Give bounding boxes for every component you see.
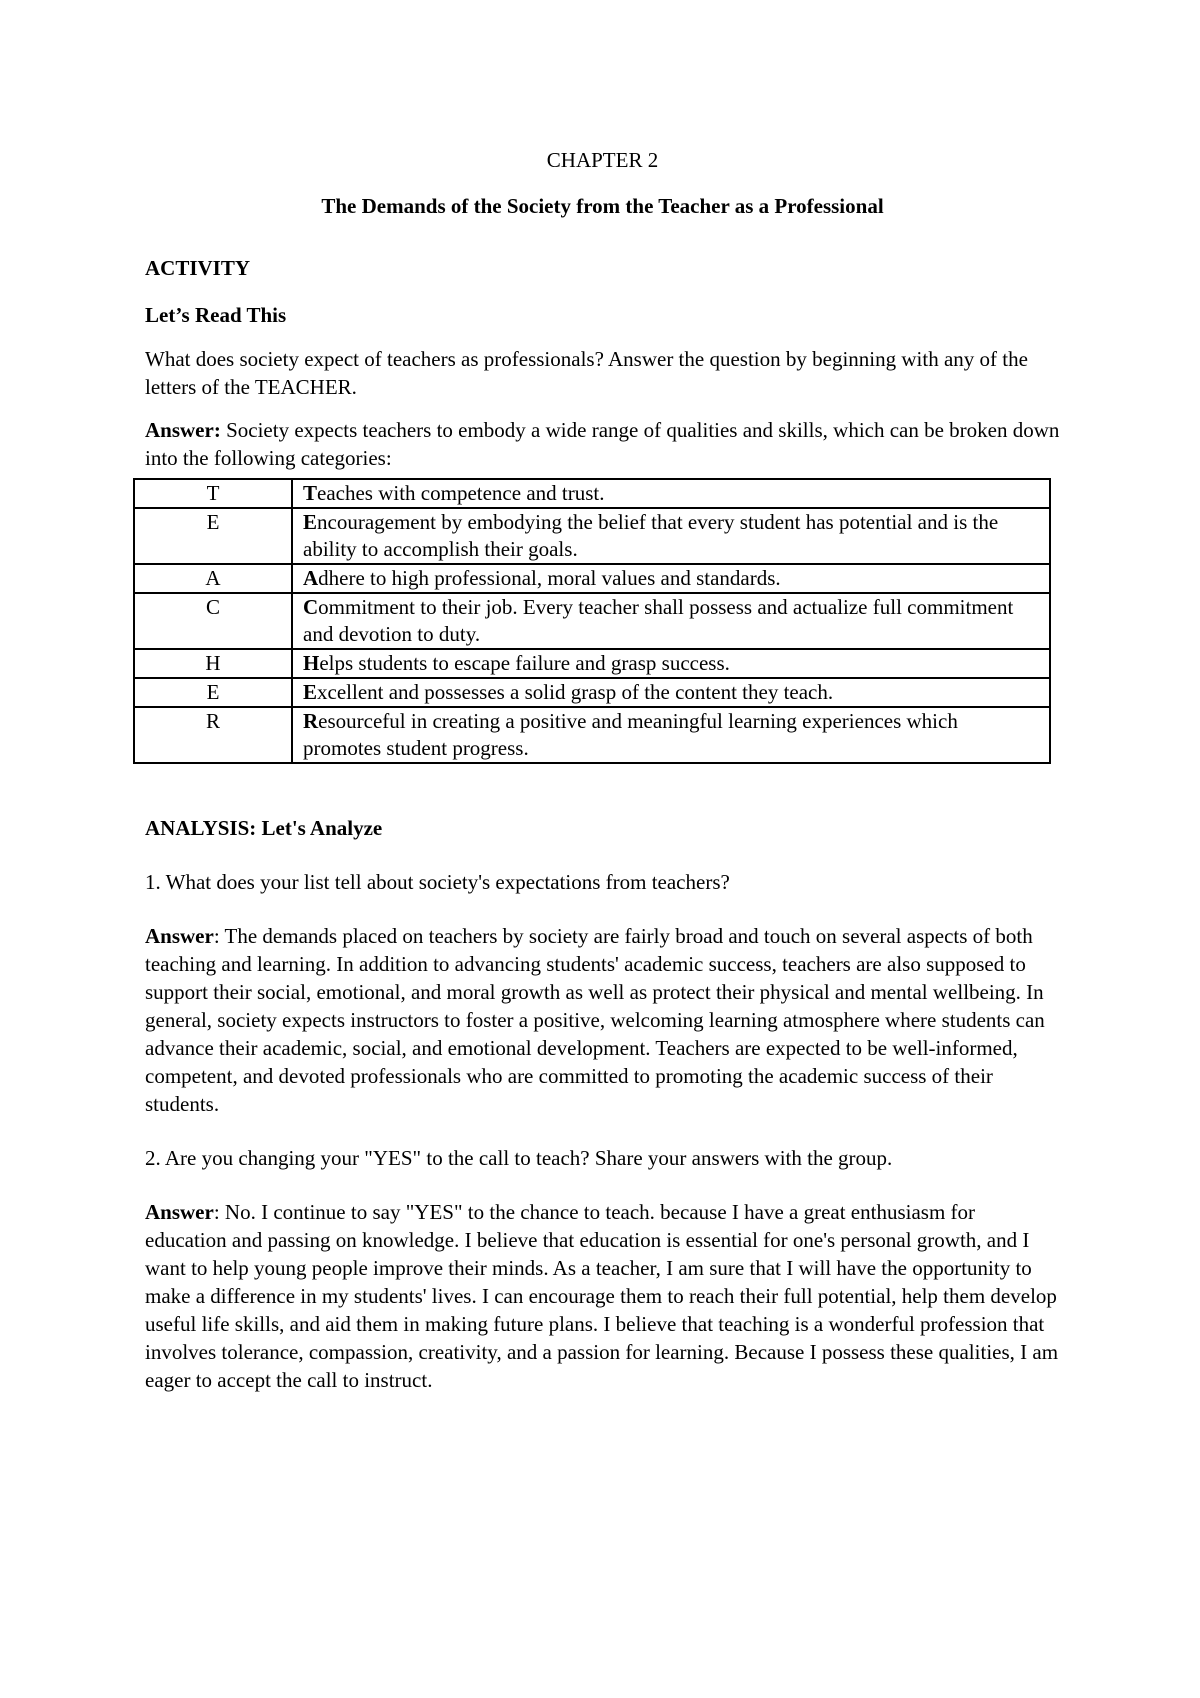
table-description — [292, 479, 1050, 508]
table-description — [292, 508, 1050, 564]
analysis-heading: ANALYSIS: Let's Analyze — [145, 816, 383, 840]
page-title: The Demands of the Society from the Teacher as a Professional — [321, 194, 884, 218]
table-description — [292, 564, 1050, 593]
answer-text: : The demands placed on teachers by society are fairly broad and touch on several aspects of both teaching and learning. In addition to advancing students' academic success, teachers are also supposed to support their social, emotional, and moral growth as well as protect their physical and mental wellbeing. In general, society expects instructors to foster a positive, welcoming learning atmosphere where students can advance their academic, social, and emotional development. Teachers are expected to be well-informed, competent, and devoted professionals who are committed to promoting the academic success of their students. — [145, 924, 1045, 1116]
description-text: elps students to escape failure and grasp success. — [319, 651, 730, 675]
table-description — [292, 649, 1050, 678]
answer-label: Answer — [145, 924, 214, 948]
initial-letter: R — [303, 709, 319, 733]
description-text: ommitment to their job. Every teacher shall possess and actualize full commitment and devotion to duty. — [303, 595, 1014, 646]
table-row — [134, 508, 1050, 564]
table-row — [134, 564, 1050, 593]
table-row — [134, 479, 1050, 508]
answer-label: Answer — [145, 1200, 214, 1224]
analysis-answer-2 — [145, 1198, 1060, 1394]
teacher-table — [133, 478, 1051, 764]
description-text: eaches with competence and trust. — [317, 481, 605, 505]
table-letter: E — [134, 678, 292, 707]
initial-letter: C — [303, 595, 319, 619]
table-letter: T — [134, 479, 292, 508]
table-description — [292, 678, 1050, 707]
table-row — [134, 649, 1050, 678]
activity-question: What does society expect of teachers as professionals? Answer the question by beginning with any of the letters of the TEACHER. — [145, 347, 1028, 399]
initial-letter: H — [303, 651, 320, 675]
table-row — [134, 707, 1050, 763]
description-text: ncouragement by embodying the belief that every student has potential and is the ability to accomplish their goals. — [303, 510, 999, 561]
table-letter: C — [134, 593, 292, 649]
description-text: esourceful in creating a positive and meaningful learning experiences which promotes student progress. — [303, 709, 958, 760]
table-description — [292, 707, 1050, 763]
description-text: dhere to high professional, moral values and standards. — [318, 566, 781, 590]
chapter-heading: CHAPTER 2 — [546, 148, 659, 172]
answer-text: : No. I continue to say "YES" to the chance to teach. because I have a great enthusiasm for education and passing on knowledge. I believe that education is essential for one's personal growth, and I want to help young people improve their minds. As a teacher, I am sure that I will have the opportunity to make a difference in my students' lives. I can encourage them to reach their full potential, help them develop useful life skills, and aid them in making future plans. I believe that teaching is a wonderful profession that involves tolerance, compassion, creativity, and a passion for learning. Because I possess these qualities, I am eager to accept the call to instruct. — [145, 1200, 1059, 1392]
table-letter: E — [134, 508, 292, 564]
table-letter: R — [134, 707, 292, 763]
table-letter: A — [134, 564, 292, 593]
table-row — [134, 678, 1050, 707]
analysis-answer-1 — [145, 922, 1060, 1118]
lets-read-heading: Let’s Read This — [145, 303, 287, 327]
analysis-question-1: 1. What does your list tell about society's expectations from teachers? — [145, 870, 730, 894]
document-page — [145, 130, 1060, 1394]
activity-heading: ACTIVITY — [145, 256, 251, 280]
table-letter: H — [134, 649, 292, 678]
initial-letter: E — [303, 680, 318, 704]
table-description — [292, 593, 1050, 649]
description-text: xcellent and possesses a solid grasp of the content they teach. — [317, 680, 834, 704]
analysis-question-2: 2. Are you changing your "YES" to the call to teach? Share your answers with the group. — [145, 1146, 893, 1170]
table-row — [134, 593, 1050, 649]
answer-label: Answer: — [145, 418, 221, 442]
activity-answer — [145, 416, 1060, 472]
initial-letter: A — [303, 566, 319, 590]
initial-letter: T — [303, 481, 318, 505]
answer-text: Society expects teachers to embody a wide range of qualities and skills, which can be broken down into the following categories: — [145, 418, 1060, 470]
initial-letter: E — [303, 510, 318, 534]
